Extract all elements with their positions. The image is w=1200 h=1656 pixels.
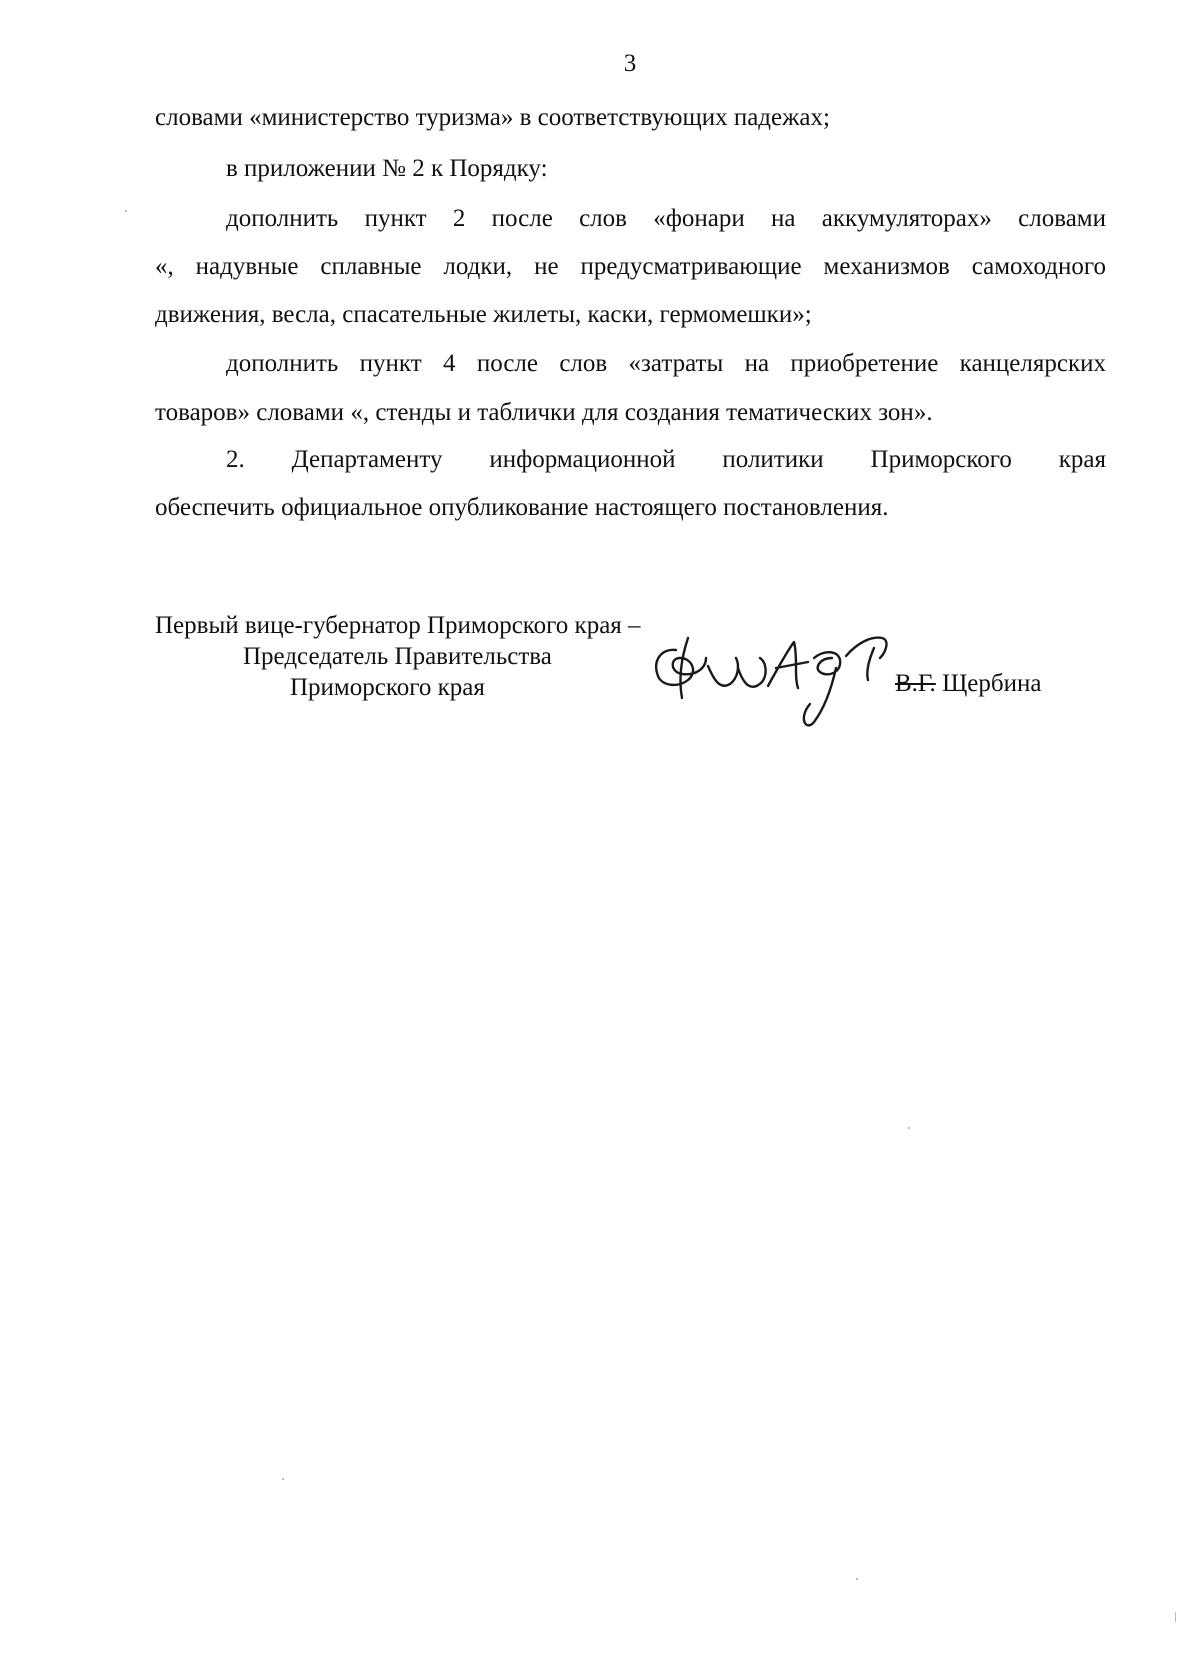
body-line-3: дополнить пункт 2 после слов «фонари на аккумуляторах» словами: [226, 205, 1106, 232]
scan-speck: [856, 1578, 858, 1580]
scan-speck: [125, 210, 127, 212]
scan-speck: [908, 1127, 910, 1129]
signer-initials: В.Г.: [895, 670, 936, 697]
signer-name: [895, 670, 1041, 698]
body-line-5: движения, весла, спасательные жилеты, каски, гермомешки»;: [155, 301, 812, 328]
body-line-8: 2. Департаменту информационной политики Приморского края: [226, 446, 1106, 473]
body-line-4: «, надувные сплавные лодки, не предусматривающие механизмов самоходного: [155, 253, 1106, 280]
body-line-1: словами «министерство туризма» в соответствующих падежах;: [155, 104, 830, 131]
scan-speck: [282, 1478, 284, 1480]
signer-surname: Щербина: [942, 670, 1042, 697]
signer-position-line-3: Приморского края: [290, 674, 485, 701]
handwritten-signature: [648, 628, 908, 728]
signer-position-line-2: Председатель Правительства: [243, 643, 552, 670]
body-line-9: обеспечить официальное опубликование настоящего постановления.: [155, 494, 889, 521]
page-number: 3: [623, 50, 637, 77]
body-line-2: в приложении № 2 к Порядку:: [226, 155, 548, 182]
body-line-7: товаров» словами «, стенды и таблички для создания тематических зон».: [155, 399, 933, 426]
signer-position-line-1: Первый вице-губернатор Приморского края –: [155, 612, 641, 639]
body-line-6: дополнить пункт 4 после слов «затраты на приобретение канцелярских: [226, 350, 1106, 377]
scan-speck: [1175, 1612, 1176, 1622]
